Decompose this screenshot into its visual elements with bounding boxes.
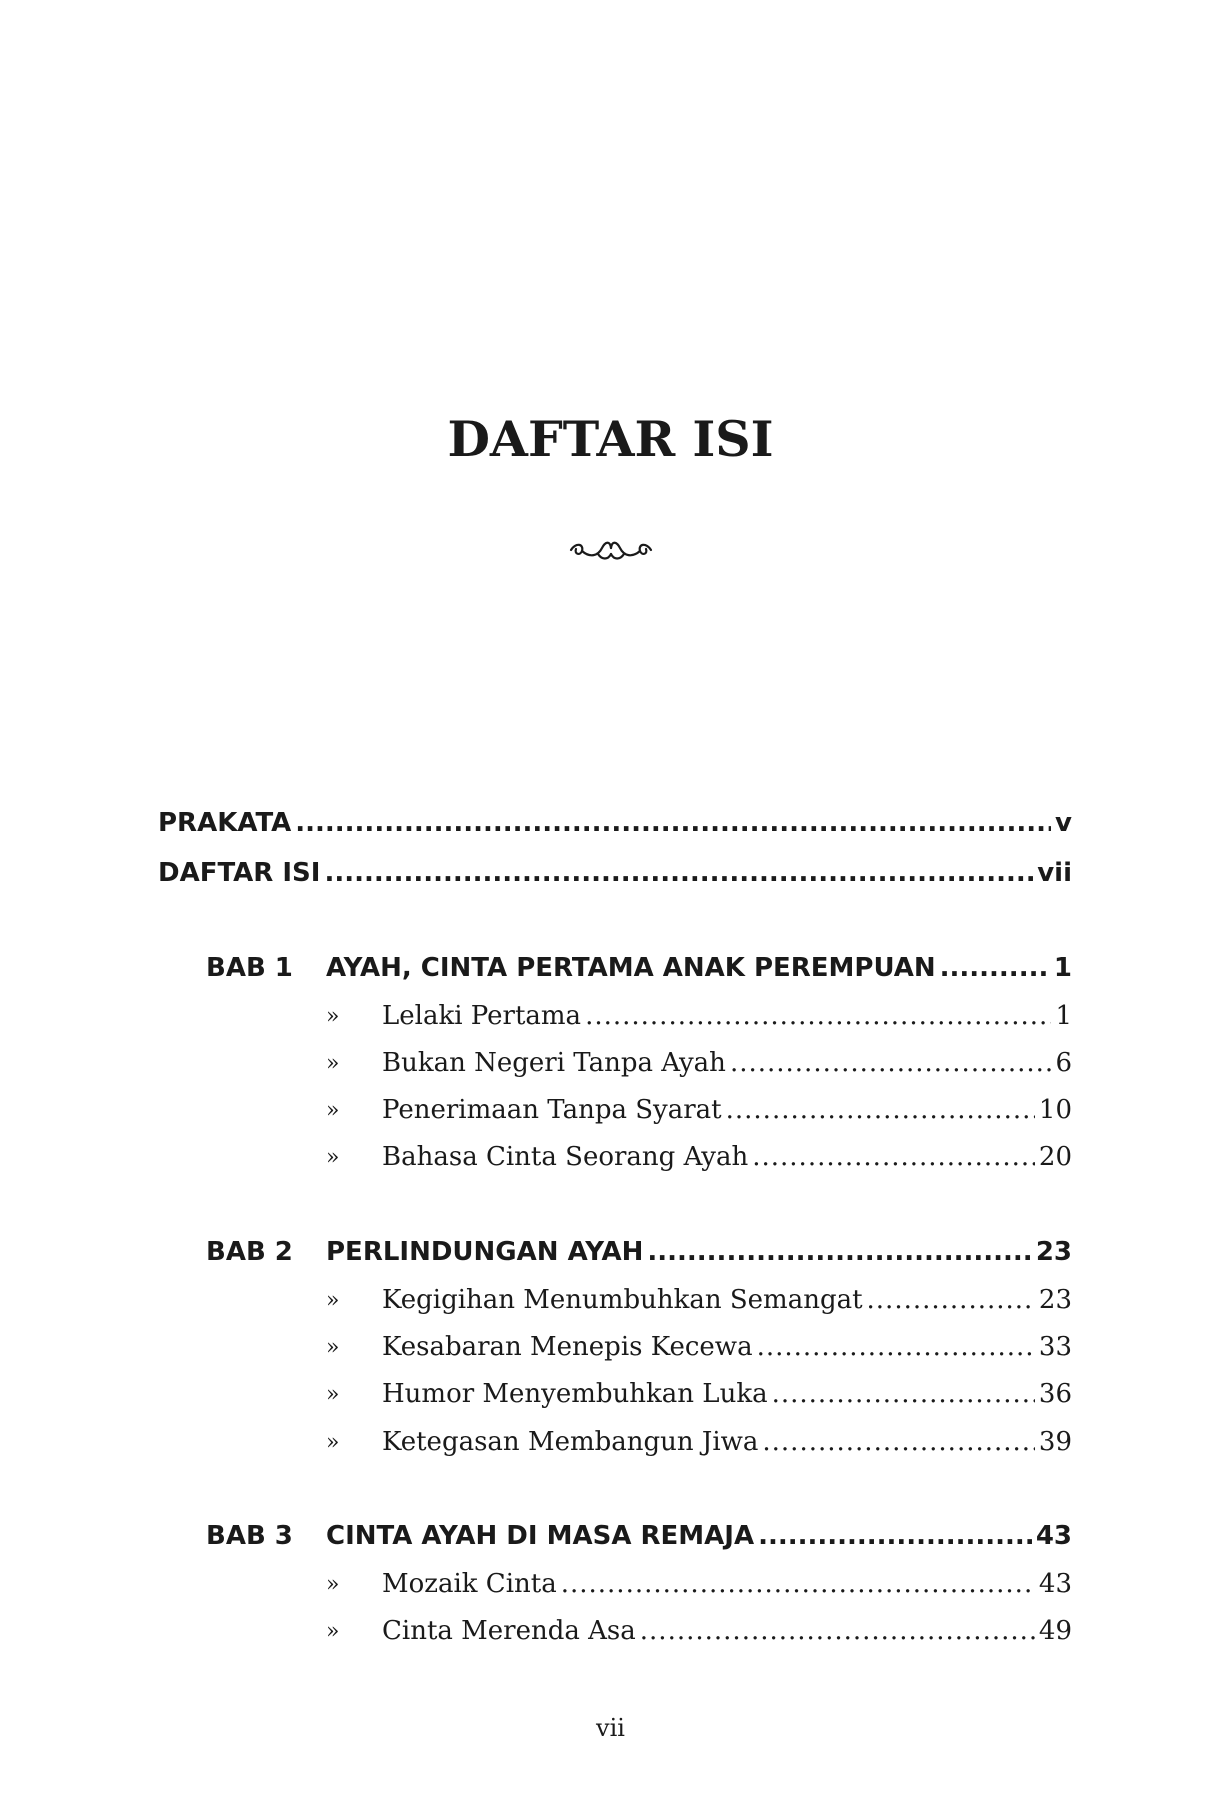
toc-section-entry[interactable] bbox=[382, 1427, 1072, 1457]
chapter-number: BAB 3 bbox=[206, 1521, 293, 1551]
dot-leader bbox=[758, 1521, 1032, 1551]
dot-leader bbox=[561, 1569, 1035, 1599]
section-title: Mozaik Cinta bbox=[382, 1569, 557, 1599]
page-number: vii bbox=[596, 1714, 625, 1742]
toc-section-entry[interactable] bbox=[382, 1095, 1072, 1125]
toc-entry-label: PRAKATA bbox=[158, 808, 292, 838]
dot-leader bbox=[647, 1237, 1031, 1267]
toc-section-entry[interactable] bbox=[382, 1001, 1072, 1031]
section-page: 10 bbox=[1038, 1095, 1072, 1125]
dot-leader bbox=[726, 1095, 1035, 1125]
chapter-title: AYAH, CINTA PERTAMA ANAK PEREMPUAN bbox=[326, 953, 936, 983]
bullet-glyph: » bbox=[326, 1051, 340, 1076]
chapter-title: CINTA AYAH DI MASA REMAJA bbox=[326, 1521, 755, 1551]
section-page: 36 bbox=[1038, 1379, 1072, 1409]
section-title: Humor Menyembuhkan Luka bbox=[382, 1379, 768, 1409]
dot-leader bbox=[867, 1285, 1035, 1315]
dot-leader bbox=[295, 808, 1051, 838]
toc-chapter-entry[interactable] bbox=[326, 1237, 1072, 1267]
dot-leader bbox=[752, 1142, 1035, 1172]
section-page: 1 bbox=[1055, 1001, 1072, 1031]
toc-entry-prakata[interactable] bbox=[158, 808, 1072, 838]
toc-entry-page: v bbox=[1055, 808, 1072, 838]
section-title: Bahasa Cinta Seorang Ayah bbox=[382, 1142, 749, 1172]
section-title: Cinta Merenda Asa bbox=[382, 1616, 636, 1646]
section-title: Penerimaan Tanpa Syarat bbox=[382, 1095, 722, 1125]
section-title: Bukan Negeri Tanpa Ayah bbox=[382, 1048, 726, 1078]
chapter-number: BAB 1 bbox=[206, 953, 293, 983]
dot-leader bbox=[757, 1332, 1035, 1362]
dot-leader bbox=[640, 1616, 1035, 1646]
bullet-glyph: » bbox=[326, 1619, 340, 1644]
toc-section-entry[interactable] bbox=[382, 1332, 1072, 1362]
toc-chapter-entry[interactable] bbox=[326, 953, 1072, 983]
dot-leader bbox=[772, 1379, 1035, 1409]
toc-chapter-entry[interactable] bbox=[326, 1521, 1072, 1551]
toc-section-entry[interactable] bbox=[382, 1142, 1072, 1172]
bullet-glyph: » bbox=[326, 1004, 340, 1029]
section-title: Lelaki Pertama bbox=[382, 1001, 582, 1031]
bullet-glyph: » bbox=[326, 1145, 340, 1170]
dot-leader bbox=[585, 1001, 1051, 1031]
dot-leader bbox=[730, 1048, 1052, 1078]
section-page: 49 bbox=[1038, 1616, 1072, 1646]
bullet-glyph: » bbox=[326, 1335, 340, 1360]
section-title: Ketegasan Membangun Jiwa bbox=[382, 1427, 759, 1457]
dot-leader bbox=[762, 1427, 1035, 1457]
chapter-page: 43 bbox=[1035, 1521, 1072, 1551]
dot-leader bbox=[940, 953, 1050, 983]
bullet-glyph: » bbox=[326, 1098, 340, 1123]
chapter-number: BAB 2 bbox=[206, 1237, 293, 1267]
section-page: 39 bbox=[1038, 1427, 1072, 1457]
dot-leader bbox=[324, 858, 1033, 888]
toc-entry-label: DAFTAR ISI bbox=[158, 858, 321, 888]
toc-section-entry[interactable] bbox=[382, 1048, 1072, 1078]
chapter-page: 1 bbox=[1053, 953, 1072, 983]
section-page: 20 bbox=[1038, 1142, 1072, 1172]
bullet-glyph: » bbox=[326, 1288, 340, 1313]
chapter-title: PERLINDUNGAN AYAH bbox=[326, 1237, 644, 1267]
section-page: 6 bbox=[1055, 1048, 1072, 1078]
bullet-glyph: » bbox=[326, 1430, 340, 1455]
section-title: Kesabaran Menepis Kecewa bbox=[382, 1332, 753, 1362]
toc-section-entry[interactable] bbox=[382, 1616, 1072, 1646]
section-page: 33 bbox=[1038, 1332, 1072, 1362]
section-page: 23 bbox=[1038, 1285, 1072, 1315]
toc-section-entry[interactable] bbox=[382, 1569, 1072, 1599]
bullet-glyph: » bbox=[326, 1382, 340, 1407]
toc-section-entry[interactable] bbox=[382, 1285, 1072, 1315]
toc-entry-daftar-isi[interactable] bbox=[158, 858, 1072, 888]
chapter-page: 23 bbox=[1035, 1237, 1072, 1267]
section-page: 43 bbox=[1038, 1569, 1072, 1599]
scroll-flourish-icon bbox=[568, 534, 654, 564]
section-title: Kegigihan Menumbuhkan Semangat bbox=[382, 1285, 863, 1315]
toc-section-entry[interactable] bbox=[382, 1379, 1072, 1409]
page-title: DAFTAR ISI bbox=[447, 410, 774, 468]
toc-entry-page: vii bbox=[1037, 858, 1072, 888]
bullet-glyph: » bbox=[326, 1572, 340, 1597]
